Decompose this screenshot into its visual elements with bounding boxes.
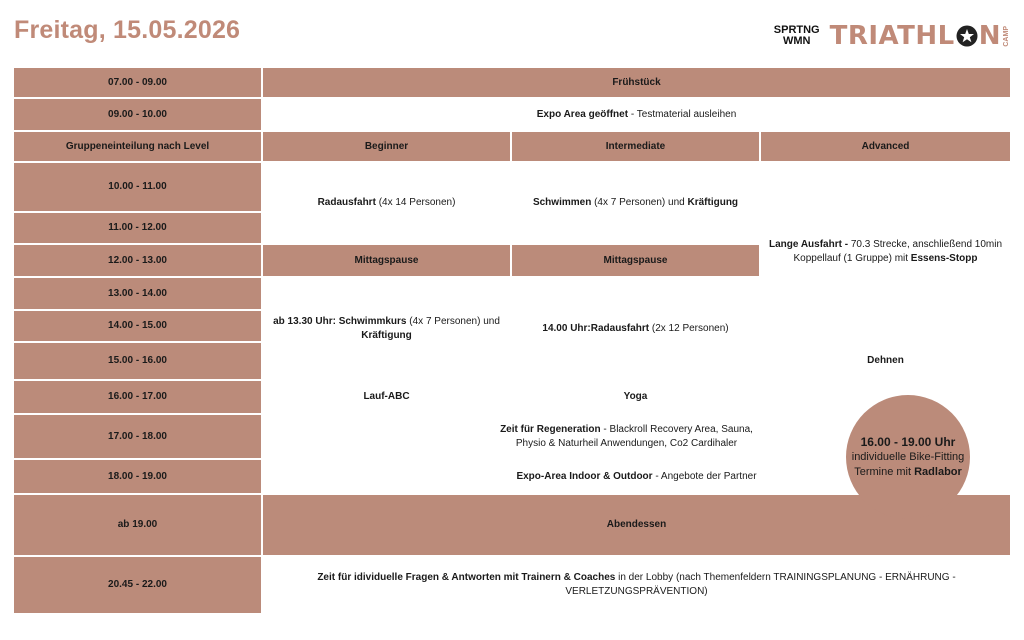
yoga-label: Yoga [623,391,648,402]
bubble-bold: Radlabor [914,465,962,478]
event-expo [263,99,1010,130]
swim-rest: (4x 7 Personen) und [591,197,688,208]
event-yoga [512,381,759,413]
time-cell: 14.00 - 15.00 [14,311,261,341]
time-cell: 13.00 - 14.00 [14,278,261,309]
rad-bold: Radausfahrt [317,197,376,208]
event-swim-intermediate [512,163,759,243]
rad-rest: (4x 14 Personen) [375,197,456,208]
rad2-rest: (2x 12 Personen) [649,322,729,334]
groups-label: Gruppeneinteilung nach Level [14,132,261,161]
time-cell: 10.00 - 11.00 [14,163,261,211]
event-lunch-intermediate: Mittagspause [512,245,759,276]
swim-bold: Schwimmen [532,197,592,208]
stretch-label: Dehnen [867,355,904,366]
long-bold: Lange Ausfahrt - [768,239,849,250]
event-long-ride [761,163,1010,341]
time-cell: 18.00 - 19.00 [14,460,261,493]
time-cell: 11.00 - 12.00 [14,213,261,243]
swimcourse-bold: ab 13.30 Uhr: Schwimmkurs [273,315,407,327]
event-rad-intermediate [512,278,759,379]
logo-wmn: WMN [782,35,811,47]
bubble-text-rest: individuelle Bike-Fitting Termine mit [851,450,965,478]
time-cell: 07.00 - 09.00 [14,68,261,97]
time-cell: 09.00 - 10.00 [14,99,261,130]
regen-rest: - Blackroll Recovery Area, Sauna, Physio & Naturheil Anwendungen, Co2 Cardihaler [515,423,753,449]
triathlon-logo-part2: N [978,21,1001,51]
triathlon-logo-part1: TRIATHL [829,21,955,51]
qa-bold: Zeit für idividuelle Fragen & Antworten mit Trainern & Coaches [317,572,616,583]
time-cell: 17.00 - 18.00 [14,415,261,458]
level-advanced: Advanced [761,132,1010,161]
regen-bold: Zeit für Regeneration [500,423,601,435]
page-title: Freitag, 15.05.2026 [14,16,241,44]
event-stretch [761,343,1010,379]
qa-rest: in der Lobby (nach Themenfeldern TRAININGSPLANUNG - ERNÄHRUNG - VERLETZUNGSPRÄVENTION) [565,572,956,597]
rad2-bold: 14.00 Uhr:Radausfahrt [542,322,650,334]
event-swimcourse [263,278,510,379]
logo [774,20,1010,52]
bubble-text [846,450,970,480]
expo-rest: - Testmaterial ausleihen [628,108,737,120]
expo-bold: Expo Area geöffnet [536,108,629,120]
swim-bold2: Kräftigung [687,197,739,208]
camp-logo: CAMP [1003,25,1010,47]
sprtng-wmn-logo [774,25,820,47]
expo2-rest: - Angebote der Partner [652,470,757,482]
time-cell: ab 19.00 [14,495,261,555]
swimcourse-bold2: Kräftigung [361,329,412,341]
time-cell: 12.00 - 13.00 [14,245,261,276]
time-cell: 15.00 - 16.00 [14,343,261,379]
time-cell: 20.45 - 22.00 [14,557,261,613]
bike-fitting-bubble [846,395,970,519]
event-breakfast: Frühstück [263,68,1010,97]
event-qa [263,557,1010,613]
long-rest: 70.3 Strecke, anschließend 10min Koppellauf (1 Gruppe) mit [793,239,1003,264]
bubble-time: 16.00 - 19.00 Uhr [860,434,956,449]
long-bold2: Essens-Stopp [910,253,978,264]
event-lunch-beginner: Mittagspause [263,245,510,276]
star-icon [956,25,978,47]
event-dinner: Abendessen [263,495,1010,555]
event-lauf-abc [263,381,510,413]
event-rad-beginner [263,163,510,243]
level-beginner: Beginner [263,132,510,161]
logo-sprtng: SPRTNG [773,24,820,36]
expo2-bold: Expo-Area Indoor & Outdoor [516,470,653,482]
time-cell: 16.00 - 17.00 [14,381,261,413]
swimcourse-rest: (4x 7 Personen) und [406,315,500,327]
lauf-label: Lauf-ABC [363,391,410,402]
level-intermediate: Intermediate [512,132,759,161]
